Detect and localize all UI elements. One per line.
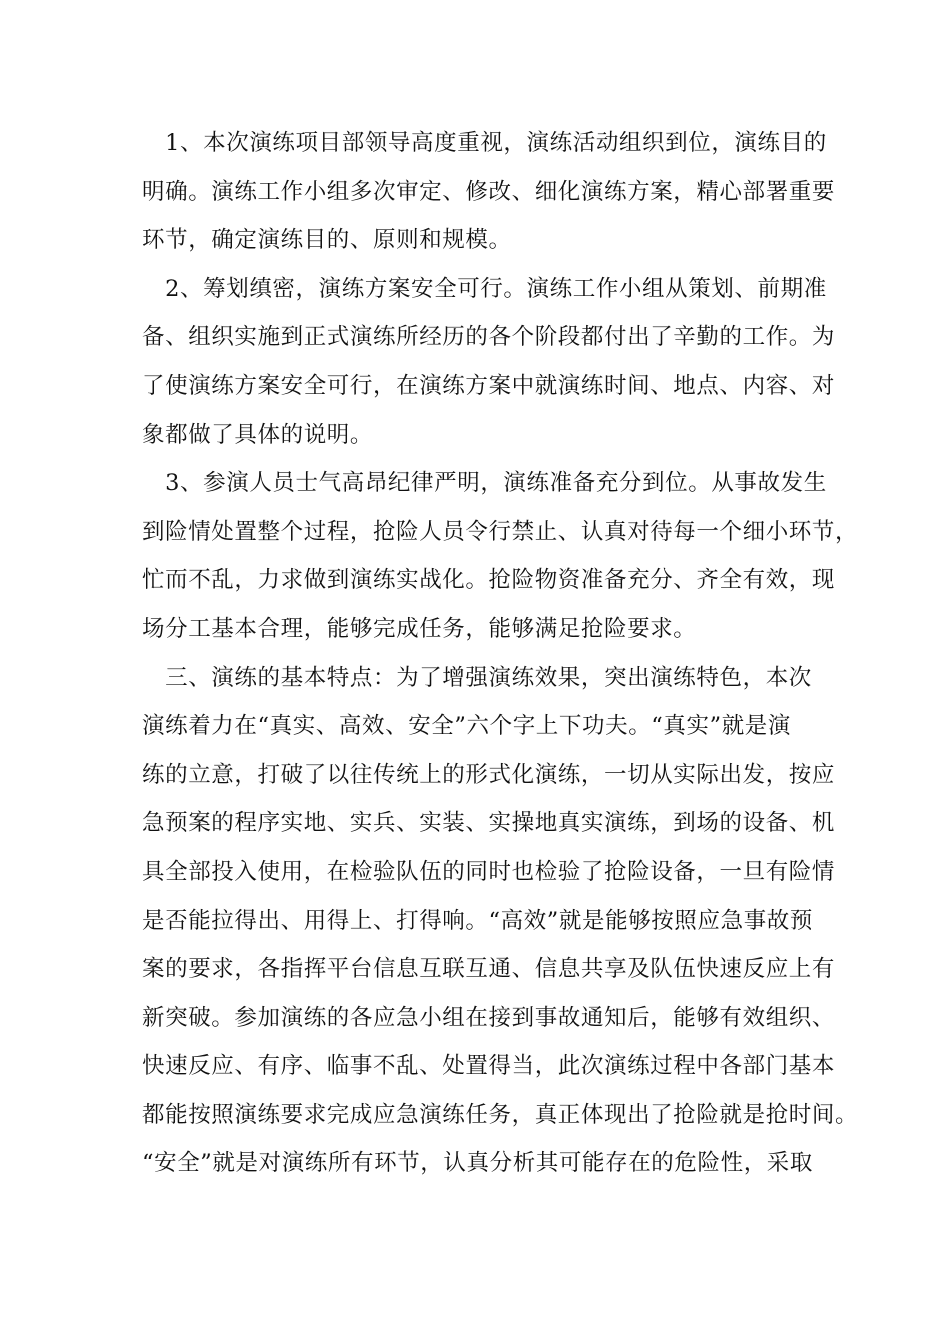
text-line: 象都做了具体的说明。	[142, 421, 374, 448]
text-line: “安全”就是对演练所有环节，认真分析其可能存在的危险性，采取	[142, 1150, 814, 1177]
text-line: 到险情处置整个过程，抢险人员令行禁止、认真对待每一个细小环节，	[142, 518, 859, 545]
text-line: 练的立意，打破了以往传统上的形式化演练，一切从实际出发，按应	[142, 761, 836, 788]
text-line: 急预案的程序实地、实兵、实装、实操地真实演练，到场的设备、机	[142, 810, 836, 837]
text-line: 快速反应、有序、临事不乱、处置得当，此次演练过程中各部门基本	[142, 1053, 836, 1080]
text-line: 三、演练的基本特点：为了增强演练效果，突出演练特色，本次	[142, 664, 812, 691]
text-line: 是否能拉得出、用得上、打得响。“高效”就是能够按照应急事故预	[142, 907, 814, 934]
text-line: 明确。演练工作小组多次审定、修改、细化演练方案，精心部署重要	[142, 178, 836, 205]
text-line: 了使演练方案安全可行，在演练方案中就演练时间、地点、内容、对	[142, 372, 836, 399]
text-line: 都能按照演练要求完成应急演练任务，真正体现出了抢险就是抢时间。	[142, 1101, 859, 1128]
text-line: 备、组织实施到正式演练所经历的各个阶段都付出了辛勤的工作。为	[142, 324, 836, 351]
text-line: 案的要求，各指挥平台信息互联互通、信息共享及队伍快速反应上有	[142, 956, 836, 983]
text-line: 环节，确定演练目的、原则和规模。	[142, 227, 512, 254]
text-line: 3、参演人员士气高昂纪律严明，演练准备充分到位。从事故发生	[142, 470, 827, 497]
text-line: 演练着力在“真实、高效、安全”六个字上下功夫。“真实”就是演	[142, 713, 792, 740]
text-line: 具全部投入使用，在检验队伍的同时也检验了抢险设备，一旦有险情	[142, 858, 836, 885]
text-line: 场分工基本合理，能够完成任务，能够满足抢险要求。	[142, 615, 697, 642]
text-line: 忙而不乱，力求做到演练实战化。抢险物资准备充分、齐全有效，现	[142, 567, 836, 594]
document-body	[142, 119, 859, 1188]
text-line: 2、筹划缜密，演练方案安全可行。演练工作小组从策划、前期准	[142, 275, 827, 302]
text-line: 1、本次演练项目部领导高度重视，演练活动组织到位，演练目的	[142, 130, 827, 156]
text-line: 新突破。参加演练的各应急小组在接到事故通知后，能够有效组织、	[142, 1004, 836, 1031]
